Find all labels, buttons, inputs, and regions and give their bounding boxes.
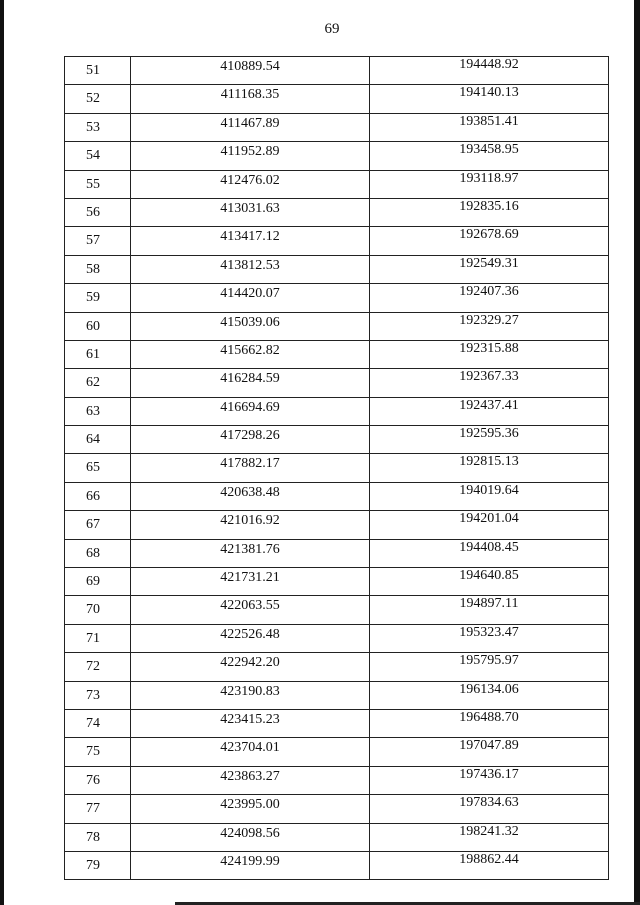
point-number-cell: 79 <box>65 851 131 879</box>
scan-edge-right <box>634 0 640 905</box>
x-coordinate-cell: 417298.26 <box>131 426 370 454</box>
scan-edge-left <box>0 0 4 905</box>
x-coordinate-cell: 415662.82 <box>131 340 370 368</box>
table-row <box>65 823 609 851</box>
point-number-cell: 57 <box>65 227 131 255</box>
table-row <box>65 596 609 624</box>
x-coordinate-cell: 423704.01 <box>131 738 370 766</box>
table-row <box>65 113 609 141</box>
x-coordinate-cell: 423190.83 <box>131 681 370 709</box>
page-number: 69 <box>324 21 340 37</box>
table-row <box>65 85 609 113</box>
x-coordinate-cell: 423995.00 <box>131 795 370 823</box>
x-coordinate-cell: 416694.69 <box>131 397 370 425</box>
x-coordinate-cell: 422942.20 <box>131 653 370 681</box>
x-coordinate-cell: 413031.63 <box>131 198 370 226</box>
x-coordinate-cell: 424199.99 <box>131 851 370 879</box>
point-number-cell: 53 <box>65 113 131 141</box>
point-number-cell: 77 <box>65 795 131 823</box>
table-row <box>65 57 609 85</box>
point-number-cell: 63 <box>65 397 131 425</box>
y-coordinate-cell: 196134.06 <box>370 681 609 709</box>
y-coordinate-cell: 194408.45 <box>370 539 609 567</box>
point-number-cell: 60 <box>65 312 131 340</box>
y-coordinate-cell: 192315.88 <box>370 340 609 368</box>
x-coordinate-cell: 411168.35 <box>131 85 370 113</box>
point-number-cell: 68 <box>65 539 131 567</box>
table-row <box>65 312 609 340</box>
y-coordinate-cell: 192678.69 <box>370 227 609 255</box>
x-coordinate-cell: 422526.48 <box>131 624 370 652</box>
table-row <box>65 738 609 766</box>
point-number-cell: 52 <box>65 85 131 113</box>
table-row <box>65 482 609 510</box>
y-coordinate-cell: 194640.85 <box>370 568 609 596</box>
table-row <box>65 709 609 737</box>
point-number-cell: 62 <box>65 369 131 397</box>
coordinates-table <box>64 56 609 880</box>
table-row <box>65 851 609 879</box>
y-coordinate-cell: 194201.04 <box>370 511 609 539</box>
x-coordinate-cell: 422063.55 <box>131 596 370 624</box>
y-coordinate-cell: 198862.44 <box>370 851 609 879</box>
x-coordinate-cell: 417882.17 <box>131 454 370 482</box>
y-coordinate-cell: 197834.63 <box>370 795 609 823</box>
x-coordinate-cell: 413417.12 <box>131 227 370 255</box>
y-coordinate-cell: 192549.31 <box>370 255 609 283</box>
point-number-cell: 75 <box>65 738 131 766</box>
table-row <box>65 142 609 170</box>
x-coordinate-cell: 421016.92 <box>131 511 370 539</box>
point-number-cell: 54 <box>65 142 131 170</box>
point-number-cell: 76 <box>65 766 131 794</box>
table-row <box>65 795 609 823</box>
y-coordinate-cell: 194019.64 <box>370 482 609 510</box>
table-row <box>65 170 609 198</box>
point-number-cell: 74 <box>65 709 131 737</box>
point-number-cell: 55 <box>65 170 131 198</box>
point-number-cell: 67 <box>65 511 131 539</box>
y-coordinate-cell: 194897.11 <box>370 596 609 624</box>
table-row <box>65 511 609 539</box>
y-coordinate-cell: 192437.41 <box>370 397 609 425</box>
point-number-cell: 64 <box>65 426 131 454</box>
table-row <box>65 624 609 652</box>
point-number-cell: 58 <box>65 255 131 283</box>
y-coordinate-cell: 197047.89 <box>370 738 609 766</box>
table-row <box>65 454 609 482</box>
table-row <box>65 255 609 283</box>
x-coordinate-cell: 413812.53 <box>131 255 370 283</box>
y-coordinate-cell: 195795.97 <box>370 653 609 681</box>
x-coordinate-cell: 424098.56 <box>131 823 370 851</box>
y-coordinate-cell: 195323.47 <box>370 624 609 652</box>
point-number-cell: 65 <box>65 454 131 482</box>
y-coordinate-cell: 194448.92 <box>370 57 609 85</box>
table-row <box>65 340 609 368</box>
table-row <box>65 397 609 425</box>
point-number-cell: 78 <box>65 823 131 851</box>
y-coordinate-cell: 193458.95 <box>370 142 609 170</box>
table-row <box>65 369 609 397</box>
point-number-cell: 69 <box>65 568 131 596</box>
x-coordinate-cell: 411467.89 <box>131 113 370 141</box>
x-coordinate-cell: 416284.59 <box>131 369 370 397</box>
x-coordinate-cell: 423863.27 <box>131 766 370 794</box>
point-number-cell: 66 <box>65 482 131 510</box>
y-coordinate-cell: 196488.70 <box>370 709 609 737</box>
table-row <box>65 766 609 794</box>
point-number-cell: 72 <box>65 653 131 681</box>
table-row <box>65 227 609 255</box>
y-coordinate-cell: 192367.33 <box>370 369 609 397</box>
table-row <box>65 198 609 226</box>
y-coordinate-cell: 194140.13 <box>370 85 609 113</box>
point-number-cell: 73 <box>65 681 131 709</box>
x-coordinate-cell: 421731.21 <box>131 568 370 596</box>
x-coordinate-cell: 421381.76 <box>131 539 370 567</box>
y-coordinate-cell: 192835.16 <box>370 198 609 226</box>
point-number-cell: 70 <box>65 596 131 624</box>
y-coordinate-cell: 192815.13 <box>370 454 609 482</box>
x-coordinate-cell: 420638.48 <box>131 482 370 510</box>
point-number-cell: 56 <box>65 198 131 226</box>
x-coordinate-cell: 411952.89 <box>131 142 370 170</box>
point-number-cell: 61 <box>65 340 131 368</box>
table-row <box>65 539 609 567</box>
y-coordinate-cell: 192595.36 <box>370 426 609 454</box>
y-coordinate-cell: 193851.41 <box>370 113 609 141</box>
y-coordinate-cell: 198241.32 <box>370 823 609 851</box>
x-coordinate-cell: 410889.54 <box>131 57 370 85</box>
y-coordinate-cell: 197436.17 <box>370 766 609 794</box>
table-row <box>65 284 609 312</box>
table-row <box>65 653 609 681</box>
point-number-cell: 59 <box>65 284 131 312</box>
table-body <box>65 57 609 880</box>
table-row <box>65 681 609 709</box>
x-coordinate-cell: 414420.07 <box>131 284 370 312</box>
y-coordinate-cell: 192329.27 <box>370 312 609 340</box>
point-number-cell: 71 <box>65 624 131 652</box>
x-coordinate-cell: 423415.23 <box>131 709 370 737</box>
point-number-cell: 51 <box>65 57 131 85</box>
x-coordinate-cell: 415039.06 <box>131 312 370 340</box>
y-coordinate-cell: 192407.36 <box>370 284 609 312</box>
x-coordinate-cell: 412476.02 <box>131 170 370 198</box>
table-row <box>65 426 609 454</box>
table-row <box>65 568 609 596</box>
y-coordinate-cell: 193118.97 <box>370 170 609 198</box>
